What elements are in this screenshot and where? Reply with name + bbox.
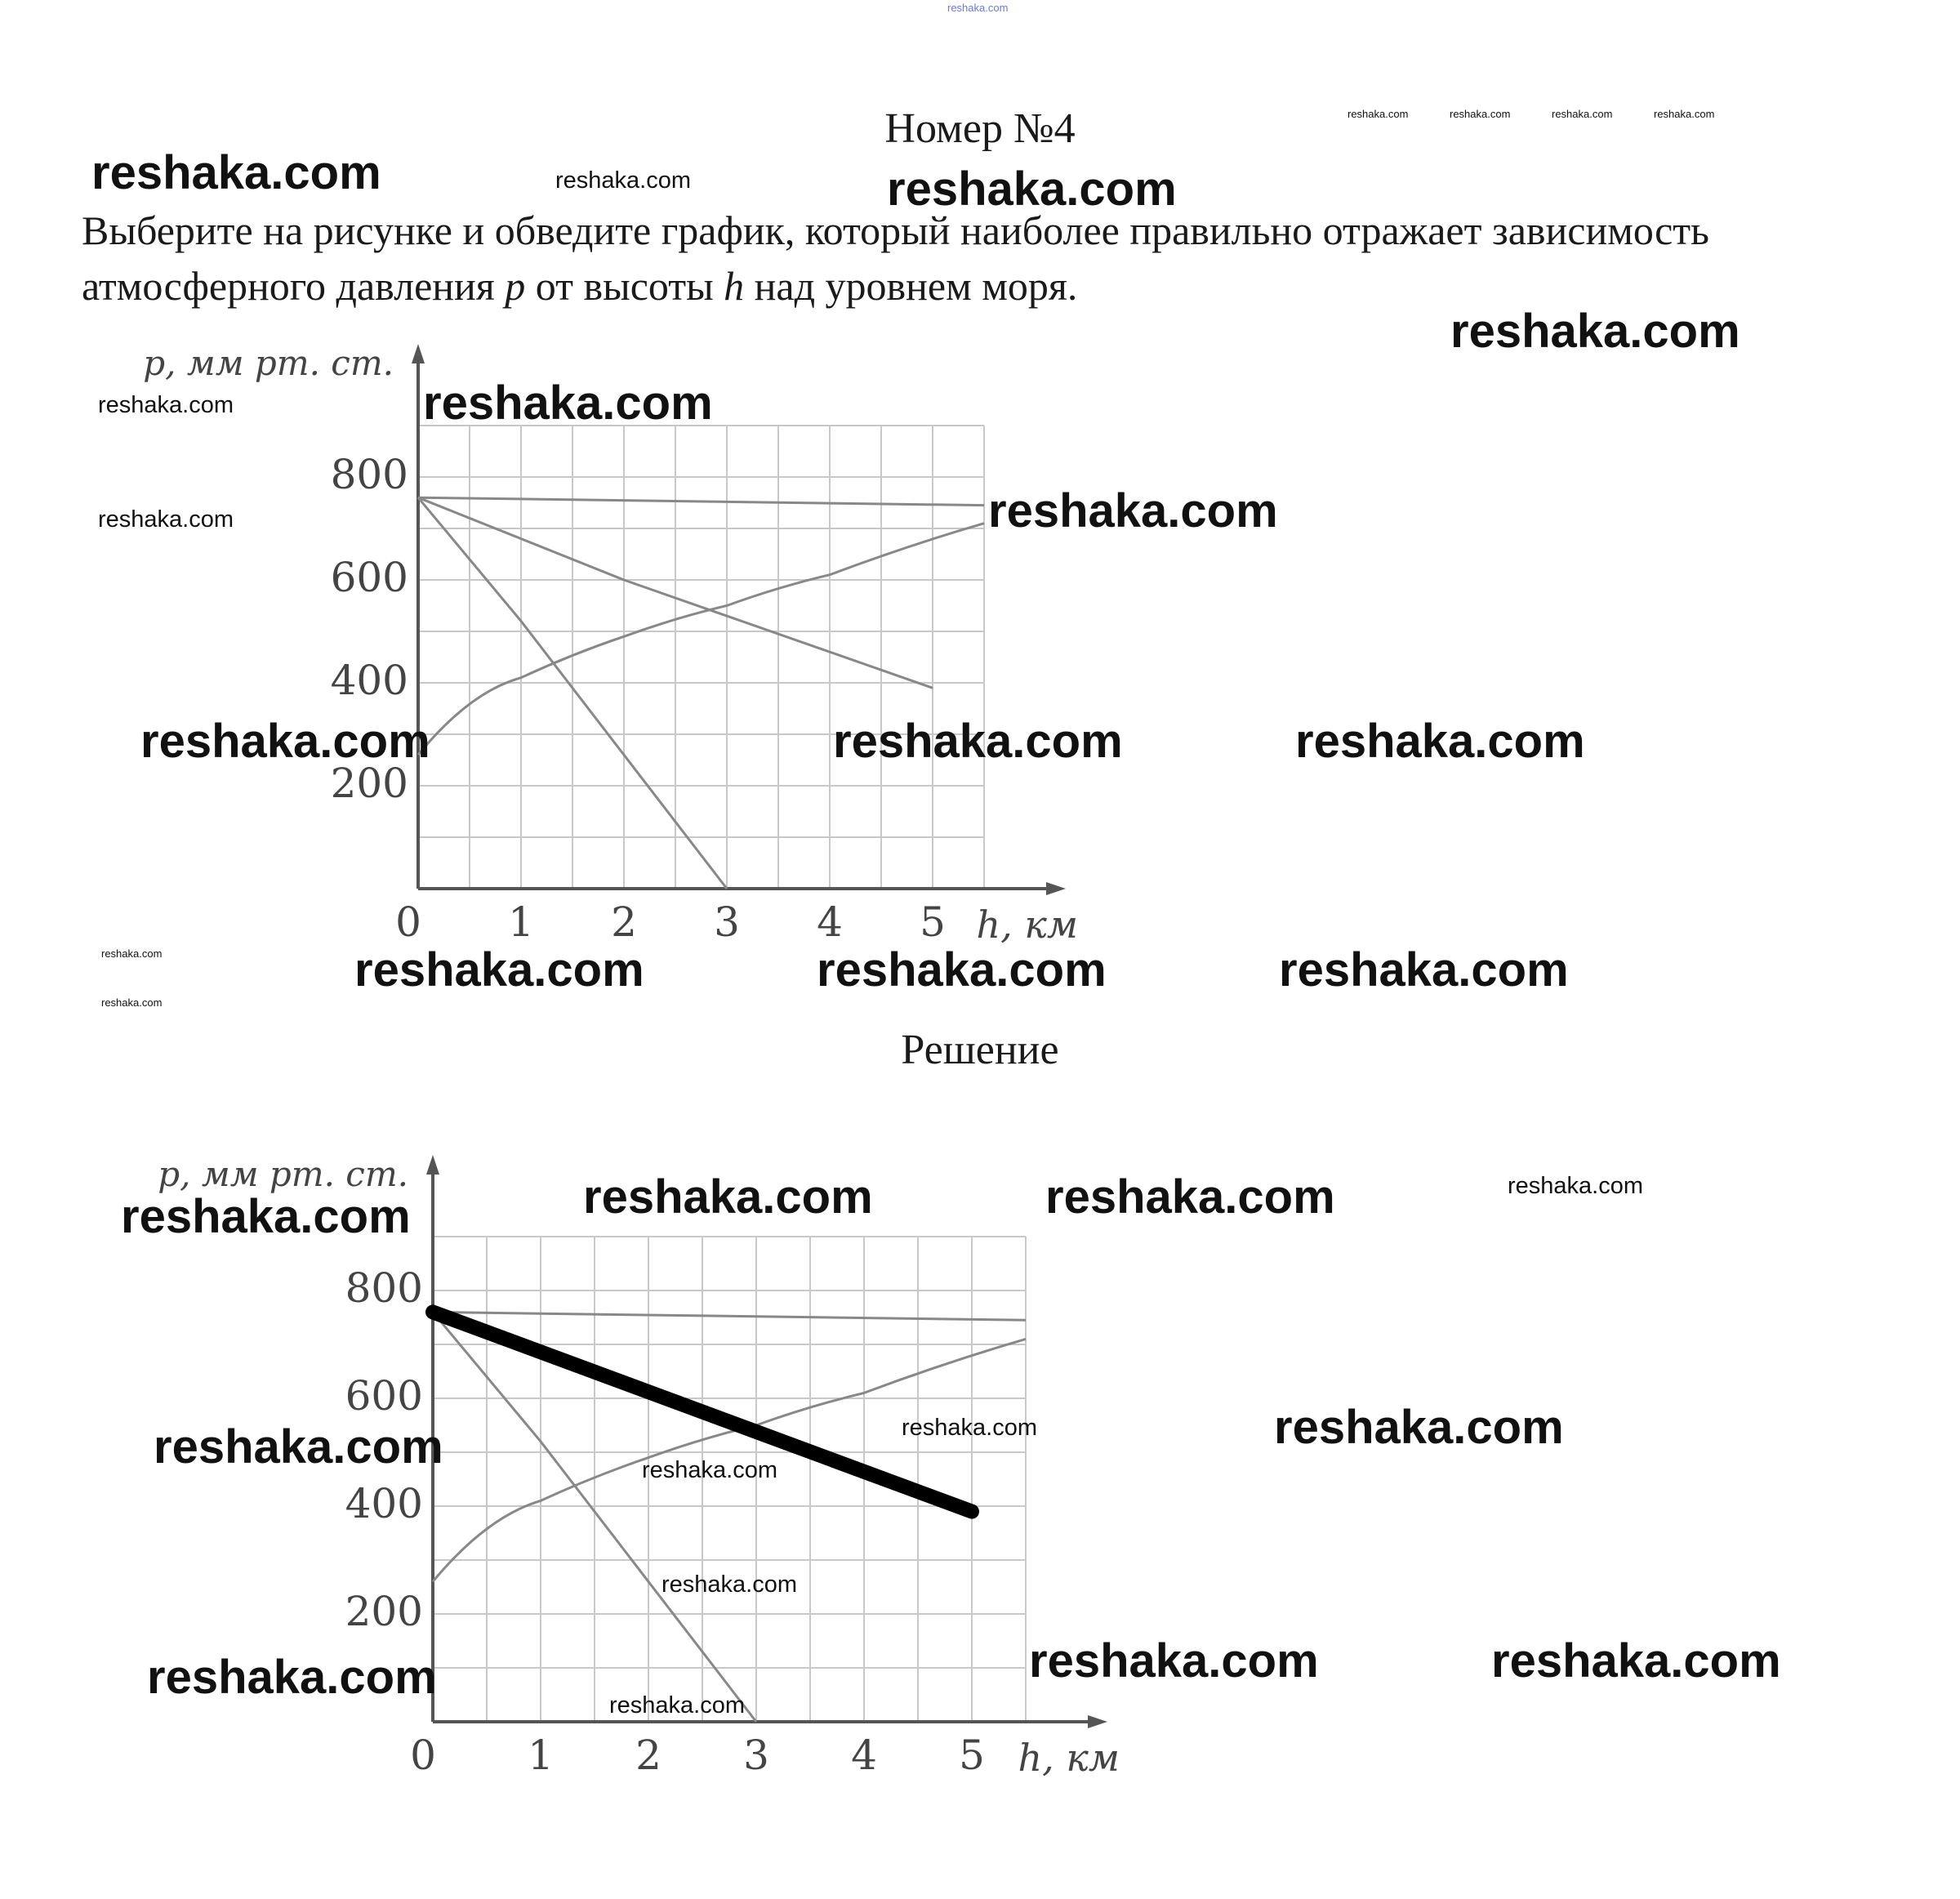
y-axis-label: p, мм рт. ст. — [143, 343, 394, 383]
x-tick-label: 5 — [920, 898, 946, 946]
watermark: reshaka.com — [354, 943, 644, 996]
watermark: reshaka.com — [1552, 108, 1613, 120]
task-text-part3: над уровнем моря. — [744, 263, 1078, 309]
x-axis-label: h, км — [976, 903, 1078, 947]
watermark: reshaka.com — [662, 1571, 798, 1598]
y-tick-label: 600 — [330, 554, 408, 601]
task-var-h: h — [724, 263, 745, 309]
x-tick-label: 1 — [508, 898, 534, 946]
watermark: reshaka.com — [988, 484, 1278, 537]
y-axis-label: p, мм рт. ст. — [158, 1154, 408, 1194]
task-var-p: p — [505, 263, 526, 309]
watermark: reshaka.com — [423, 377, 713, 430]
watermark: reshaka.com — [1045, 1170, 1335, 1224]
x-axis-arrow — [1046, 882, 1066, 895]
y-tick-label: 200 — [345, 1588, 423, 1635]
task-text — [82, 203, 1846, 314]
x-tick-label: 0 — [410, 1732, 436, 1779]
x-tick-label: 3 — [714, 898, 740, 946]
series-constant — [433, 1312, 1026, 1320]
x-tick-label: 0 — [395, 898, 421, 946]
task-text-part1: Выберите на рисунке и обведите график, который наиболее правильно отражает зависимость атмосферного давления — [82, 207, 1709, 309]
watermark: reshaka.com — [833, 715, 1123, 768]
watermark: reshaka.com — [147, 1651, 437, 1704]
watermark: reshaka.com — [555, 167, 692, 194]
y-tick-label: 800 — [330, 451, 408, 498]
watermark: reshaka.com — [609, 1692, 746, 1718]
watermark: reshaka.com — [98, 506, 234, 533]
watermark: reshaka.com — [1491, 1634, 1781, 1687]
watermark: reshaka.com — [642, 1457, 778, 1483]
watermark: reshaka.com — [1279, 943, 1569, 996]
x-tick-label: 4 — [817, 898, 843, 946]
task-text-part2: от высоты — [525, 263, 724, 309]
x-tick-label: 2 — [635, 1732, 662, 1779]
watermark: reshaka.com — [1654, 108, 1715, 120]
x-tick-label: 4 — [851, 1732, 877, 1779]
x-tick-label: 2 — [611, 898, 637, 946]
x-tick-label: 3 — [743, 1732, 769, 1779]
y-axis-arrow — [426, 1155, 439, 1175]
watermark: reshaka.com — [817, 943, 1107, 996]
page-title: Номер №4 — [884, 105, 1076, 152]
watermark: reshaka.com — [1508, 1173, 1644, 1199]
x-tick-label: 5 — [959, 1732, 985, 1779]
watermark: reshaka.com — [1348, 108, 1409, 120]
y-tick-label: 800 — [345, 1264, 423, 1312]
watermark: reshaka.com — [140, 715, 430, 768]
watermark: reshaka.com — [947, 2, 1009, 14]
watermark: reshaka.com — [902, 1415, 1038, 1441]
x-tick-label: 1 — [528, 1732, 554, 1779]
watermark: reshaka.com — [154, 1420, 443, 1473]
y-tick-label: 400 — [345, 1480, 423, 1527]
watermark: reshaka.com — [98, 392, 234, 418]
x-axis-label: h, км — [1018, 1736, 1120, 1780]
solution-title: Решение — [901, 1027, 1059, 1073]
watermark: reshaka.com — [1450, 108, 1511, 120]
watermark: reshaka.com — [1295, 715, 1585, 768]
watermark: reshaka.com — [91, 146, 381, 199]
y-tick-label: 400 — [330, 657, 408, 704]
y-axis-arrow — [412, 344, 425, 363]
watermark: reshaka.com — [101, 947, 163, 960]
x-axis-arrow — [1088, 1715, 1107, 1728]
watermark: reshaka.com — [121, 1190, 411, 1243]
watermark: reshaka.com — [583, 1170, 873, 1224]
watermark: reshaka.com — [1029, 1634, 1319, 1687]
y-tick-label: 200 — [330, 760, 408, 807]
watermark: reshaka.com — [1274, 1401, 1564, 1454]
watermark: reshaka.com — [1450, 305, 1740, 358]
watermark: reshaka.com — [101, 996, 163, 1009]
watermark: reshaka.com — [887, 163, 1177, 216]
series-constant — [418, 497, 984, 505]
y-tick-label: 600 — [345, 1372, 423, 1420]
